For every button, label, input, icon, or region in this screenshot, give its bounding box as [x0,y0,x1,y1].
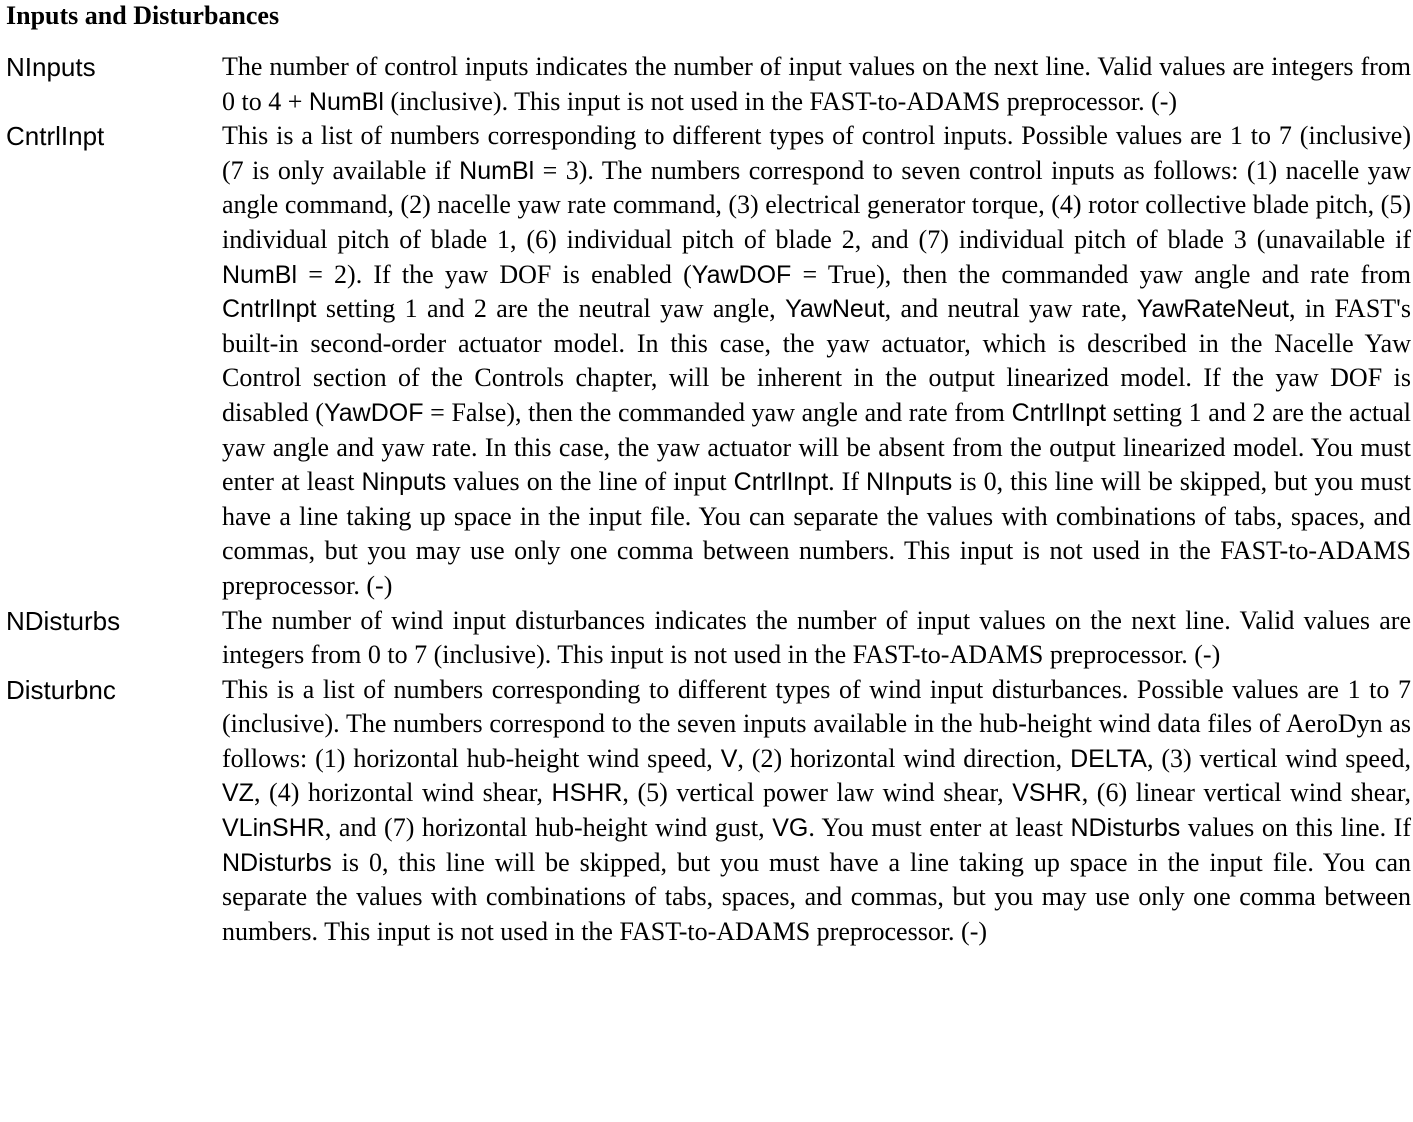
definition-entry [6,673,1411,950]
definition-entry [6,119,1411,603]
description-text: , (3) vertical wind speed, [1146,743,1412,773]
variable-reference: CntrlInpt [1011,398,1107,427]
variable-reference: VG [772,814,809,843]
description-text: , (6) linear vertical wind shear, [1081,778,1411,808]
parameter-name: NInputs [6,52,96,82]
parameter-name: CntrlInpt [6,121,105,152]
variable-reference: YawDOF [323,398,424,427]
description-text: . If [828,467,867,497]
description-text: setting 1 and 2 are the actual yaw angle and yaw rate. In this case, the yaw actuator will be absent from the output linearized model. You must enter at least [222,397,1411,497]
variable-reference: VLinSHR [222,814,325,843]
variable-reference: VZ [222,779,254,808]
variable-reference: CntrlInpt [222,295,317,324]
description-text: The number of wind input disturbances indicates the number of input values on the next line. Valid values are integers from 0 to 7 (inclusive). This input is not used in the FAST-to-ADAMS preprocessor. (-) [222,605,1411,670]
parameter-description [222,50,1411,119]
description-text: is 0, this line will be skipped, but you must have a line taking up space in the input file. You can separate the values with combinations of tabs, spaces, and commas, but you may use only one comma between numbers. This input is not used in the FAST-to-ADAMS preprocessor. (-) [222,847,1411,946]
description-text: , (5) vertical power law wind shear, [622,778,1013,808]
variable-reference: NInputs [866,468,953,497]
description-text: is 0, this line will be skipped, but you must have a line taking up space in the input file. You can separate the values with combinations of tabs, spaces, and commas, but you may use only one comma between numbers. This input is not used in the FAST-to-ADAMS preprocessor. (-) [222,467,1411,600]
description-text: = 3). The numbers correspond to seven control inputs as follows: (1) nacelle yaw angle command, (2) nacelle yaw rate command, (3) electrical generator torque, (4) rotor collective blade pitch, (5) individual pitch of blade 1, (6) individual pitch of blade 2, and (7) individual pitch of blade 3 (unavailable if [222,155,1411,254]
variable-reference: NDisturbs [222,848,332,877]
definition-entry [6,50,1411,119]
variable-reference: NumBl [459,156,535,185]
description-text: , in FAST's built-in second-order actuator model. In this case, the yaw actuator, which is described in the Nacelle Yaw Control section of the Controls chapter, will be inherent in the output linearized model. If the yaw DOF is disabled ( [222,294,1411,427]
variable-reference: DELTA [1070,744,1147,773]
description-text: This is a list of numbers corresponding to different types of wind input disturbances. Possible values are 1 to 7 (inclusive). The numbers correspond to the seven inputs available in the hub-height wind data files of AeroDyn as follows: (1) horizontal hub-height wind speed, [222,674,1411,773]
description-text: , and (7) horizontal hub-height wind gust, [324,813,773,843]
description-text: , (4) horizontal wind shear, [253,778,552,808]
definition-list [6,50,1411,949]
description-text: . You must enter at least [808,813,1071,843]
definition-entry [6,604,1411,673]
description-text: = 2). If the yaw DOF is enabled ( [297,259,692,289]
description-text: setting 1 and 2 are the neutral yaw angle, [316,294,786,324]
parameter-description [222,604,1411,673]
variable-reference: YawDOF [691,260,792,289]
variable-reference: NDisturbs [1070,814,1181,843]
variable-reference: NumBl [222,260,298,289]
variable-reference: V [720,744,738,773]
description-text: values on this line. If [1180,813,1411,843]
variable-reference: Ninputs [361,468,447,497]
variable-reference: HSHR [551,779,623,808]
parameter-description [222,673,1411,950]
description-text: = False), then the commanded yaw angle and rate from [423,397,1012,427]
description-text: The number of control inputs indicates the number of input values on the next line. Valid values are integers from 0 to 4 + [222,52,1411,116]
parameter-description [222,119,1411,603]
description-text: (inclusive). This input is not used in the FAST-to-ADAMS preprocessor. (-) [383,86,1178,116]
description-text: = True), then the commanded yaw angle and rate from [791,259,1411,289]
description-text: values on the line of input [446,467,734,497]
description-text: This is a list of numbers corresponding to different types of control inputs. Possible values are 1 to 7 (inclusive) (7 is only available if [222,121,1411,185]
variable-reference: CntrlInpt [733,468,829,497]
parameter-name: Disturbnc [6,674,116,705]
section-title: Inputs and Disturbances [6,1,280,30]
variable-reference: VSHR [1012,779,1082,808]
description-text: , and neutral yaw rate, [884,294,1137,324]
variable-reference: YawNeut [785,295,885,324]
parameter-name: NDisturbs [6,605,121,636]
description-text: , (2) horizontal wind direction, [737,743,1071,773]
variable-reference: NumBl [308,87,384,116]
variable-reference: YawRateNeut [1136,295,1290,324]
